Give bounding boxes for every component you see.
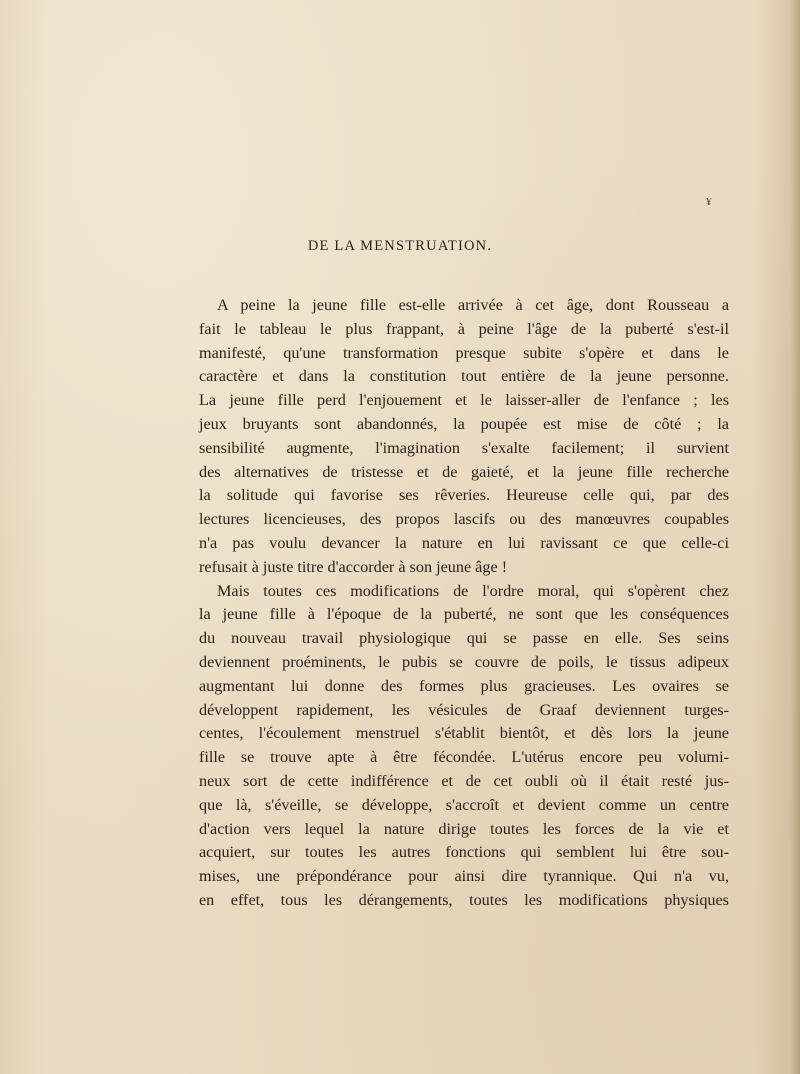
text-line: la solitude qui favorise ses rêveries. Heureuse celle qui, par des xyxy=(199,486,729,505)
body-text xyxy=(199,294,729,913)
text-line: acquiert, sur toutes les autres fonctions qui semblent lui être sou- xyxy=(199,843,729,862)
text-line: caractère et dans la constitution tout entière de la jeune personne. xyxy=(199,367,729,386)
text-line: développent rapidement, les vésicules de Graaf deviennent turges- xyxy=(199,700,729,719)
text-line: La jeune fille perd l'enjouement et le laisser-aller de l'enfance ; les xyxy=(199,391,729,410)
text-line: du nouveau travail physiologique qui se passe en elle. Ses seins xyxy=(199,629,729,648)
text-line: A peine la jeune fille est-elle arrivée à cet âge, dont Rousseau a xyxy=(217,296,729,314)
text-line: lectures licencieuses, des propos lascifs ou des manœuvres coupables xyxy=(199,510,729,529)
page-heading: DE LA MENSTRUATION. xyxy=(307,238,493,254)
text-line: fille se trouve apte à être fécondée. L'utérus encore peu volumi- xyxy=(199,748,729,767)
text-line: que là, s'éveille, se développe, s'accroît et devient comme un centre xyxy=(199,795,729,814)
text-line: des alternatives de tristesse et de gaieté, et la jeune fille recherche xyxy=(199,462,729,481)
text-line: centes, l'écoulement menstruel s'établit bientôt, et dès lors la jeune xyxy=(199,724,729,743)
text-line: augmentant lui donne des formes plus gracieuses. Les ovaires se xyxy=(199,676,729,695)
text-line: la jeune fille à l'époque de la puberté, ne sont que les conséquences xyxy=(199,605,729,624)
text-line: manifesté, qu'une transformation presque subite s'opère et dans le xyxy=(199,343,729,362)
ink-mark: ¥ xyxy=(706,196,712,208)
text-line: jeux bruyants sont abandonnés, la poupée est mise de côté ; la xyxy=(199,414,729,433)
page-edge-shadow xyxy=(790,0,800,1074)
text-line: neux sort de cette indifférence et de cet oubli où il était resté jus- xyxy=(199,771,729,790)
text-line: refusait à juste titre d'accorder à son jeune âge ! xyxy=(199,557,508,576)
text-line: deviennent proéminents, le pubis se couvre de poils, le tissus adipeux xyxy=(199,652,729,671)
text-line: fait le tableau le plus frappant, à peine l'âge de la puberté s'est-il xyxy=(199,319,729,338)
text-line: d'action vers lequel la nature dirige toutes les forces de la vie et xyxy=(199,819,729,838)
text-line: en effet, tous les dérangements, toutes les modifications physiques xyxy=(199,890,729,909)
text-line: mises, une prépondérance pour ainsi dire tyrannique. Qui n'a vu, xyxy=(199,867,729,886)
text-line: n'a pas voulu devancer la nature en lui ravissant ce que celle-ci xyxy=(199,533,729,552)
text-line: sensibilité augmente, l'imagination s'exalte facilement; il survient xyxy=(199,438,729,457)
text-line: Mais toutes ces modifications de l'ordre moral, qui s'opèrent chez xyxy=(217,581,729,600)
